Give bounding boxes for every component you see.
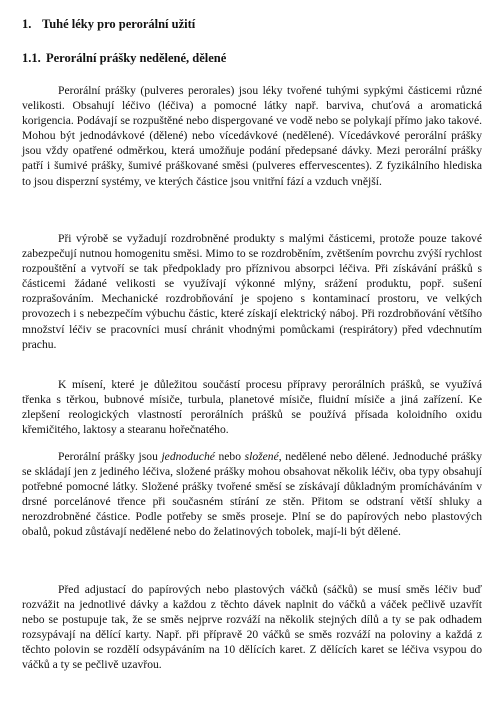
- paragraph-mixing: K mísení, které je důležitou součástí procesu přípravy perorálních prášků, se využívá třenka s těrkou, bubnové mísiče, turbula, planetové mísiče, fluidní mísiče a jiná zařízení. Ke zlepšení reologických vlastností perorálních prášků se používá přísada koloidního oxidu křemičitého, laktosy a stearanu hořečnatého.: [22, 378, 482, 437]
- term-simple: jednoduché: [161, 450, 215, 463]
- chapter-title: Tuhé léky pro perorální užití: [42, 17, 196, 31]
- types-text-or: nebo: [214, 450, 245, 463]
- chapter-number: 1.: [22, 17, 32, 31]
- section-number: 1.1.: [22, 51, 41, 65]
- paragraph-intro: Perorální prášky (pulveres perorales) jsou léky tvořené tuhými sypkými částicemi různé velikosti. Obsahují léčivo (léčiva) a pomocné látky např. barviva, chuťová a aromatická korigencia. Podávají se rozpuštěné nebo dispergované ve vodě nebo se polykají přímo jako takové. Mohou být jednodávkové (dělené) nebo vícedávkové (nedělené). Vícedávkové perorální prášky jsou vždy opatřené odměrkou, která umožňuje podání předepsané dávky. Mezi perorální prášky patří i šumivé prášky, šumivé práškované směsi (pulveres effervescentes). Z fyzikálního hlediska to jsou disperzní systémy, ve kterých částice jsou vnitřní fází a vzduch vnější.: [22, 84, 482, 188]
- paragraph-production: Při výrobě se vyžadují rozdrobněné produkty s malými částicemi, protože pouze takové zabezpečují nutnou homogenitu směsi. Mimo to se rozdroběním, zvětšením povrchu zvýší rychlost rozpouštění a vytvoří se tak předpoklady pro příznivou absorpci léčiva. Při získávání prášků s částicemi žádané velikosti se využívají výkonné mlýny, srážení produktu, popř. sušení rozprašováním. Mechanické rozdrobňování je spojeno s kontaminací prostoru, ve velkých provozech i s nebezpečím výbuchu částic, které získají elektrický náboj. Při rozdrobňování většího množství léčiv se pracovníci musí chránit vhodnými pomůckami (respirátory) před vdechnutím prachu.: [22, 232, 482, 351]
- types-text-start: Perorální prášky jsou: [58, 450, 162, 463]
- term-compound: složené: [244, 450, 279, 463]
- section-title: Perorální prášky nedělené, dělené: [46, 51, 227, 65]
- paragraph-packaging: Před adjustací do papírových nebo plastových váčků (sáčků) se musí směs léčiv buď rozvážit na jednotlivé dávky a každou z těchto dávek naplnit do váčků a váček pečlivě uzavřít nebo se postupuje tak, že se směs nejprve rozváží na několik stejných dílů a ty se pak odhadem rozsypávají na dělící karty. Např. při přípravě 20 váčků se směs rozváží na poloviny a každá z těchto polovin se rozdělí odsypáváním na 10 dělících karet. Z dělících karet se léčiva vsypou do váčků a ty se pečlivě uzavřou.: [22, 583, 482, 672]
- paragraph-types: [22, 449, 482, 540]
- types-text-rest: , nedělené nebo dělené. Jednoduché prášky se skládají jen z jediného léčiva, složené prášky mohou obsahovat několik léčiv, oba typy obsahují potřebné pomocné látky. Složené prášky tvořené směsí se získávají důkladným promícháváním v drsné porcelánové třence při současném stírání ze stěn. Přitom se odstraní větší shluky a nerozdrobněné částice. Podle potřeby se směs proseje. Plní se do papírových nebo plastových obalů, pokud zůstávají nedělené nebo do želatinových tobolek, mají-li být dělené.: [22, 450, 482, 539]
- section-heading: [22, 49, 226, 67]
- chapter-heading: [22, 15, 195, 33]
